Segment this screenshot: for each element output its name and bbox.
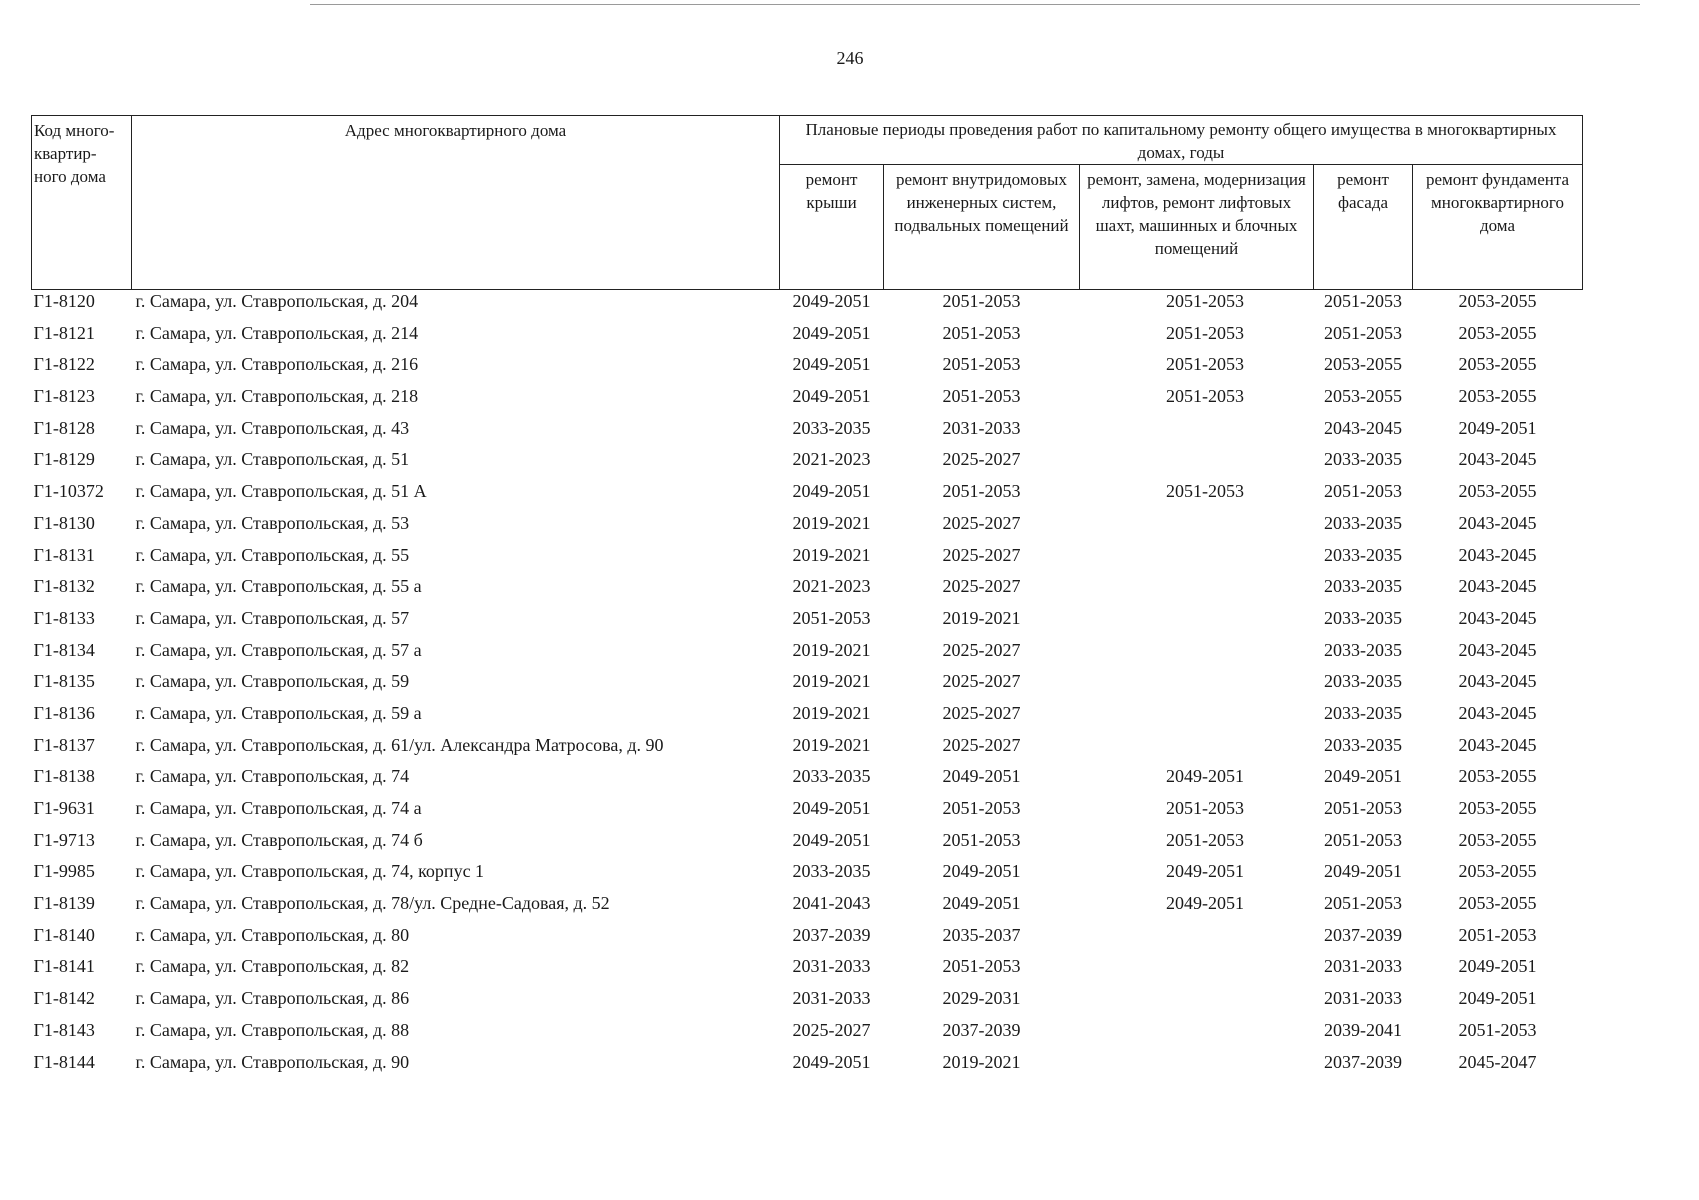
table-row bbox=[32, 290, 1583, 322]
cell-foundation: 2053-2055 bbox=[1458, 291, 1537, 311]
cell-address: г. Самара, ул. Ставропольская, д. 90 bbox=[135, 1051, 410, 1072]
cell-roof: 2031-2033 bbox=[792, 956, 871, 977]
cell-lifts bbox=[1080, 1051, 1314, 1083]
cell-foundation: 2053-2055 bbox=[1458, 481, 1537, 502]
cell-facade: 2051-2053 bbox=[1324, 322, 1402, 343]
cell-roof: 2019-2021 bbox=[792, 544, 871, 565]
cell-roof: 2019-2021 bbox=[792, 671, 871, 692]
table-row bbox=[32, 924, 1583, 956]
cell-lifts: 2051-2053 bbox=[1166, 291, 1244, 311]
cell-facade: 2043-2045 bbox=[1324, 417, 1402, 438]
table-row bbox=[32, 322, 1583, 354]
cell-foundation: 2049-2051 bbox=[1458, 956, 1537, 977]
cell-lifts bbox=[1080, 955, 1314, 987]
cell-facade: 2051-2053 bbox=[1324, 481, 1402, 502]
cell-code: Г1-8133 bbox=[33, 607, 95, 628]
cell-address: г. Самара, ул. Ставропольская, д. 218 bbox=[135, 386, 419, 407]
cell-lifts bbox=[1080, 987, 1314, 1019]
cell-address: г. Самара, ул. Ставропольская, д. 216 bbox=[135, 354, 419, 375]
cell-engineering: 2049-2051 bbox=[942, 766, 1021, 787]
cell-foundation: 2053-2055 bbox=[1458, 829, 1537, 850]
cell-roof: 2049-2051 bbox=[792, 291, 871, 311]
cell-address: г. Самара, ул. Ставропольская, д. 80 bbox=[135, 924, 410, 945]
table-row bbox=[32, 955, 1583, 987]
cell-engineering: 2025-2027 bbox=[942, 576, 1021, 597]
cell-code: Г1-9985 bbox=[33, 861, 95, 882]
cell-address: г. Самара, ул. Ставропольская, д. 214 bbox=[135, 322, 419, 343]
cell-facade: 2033-2035 bbox=[1324, 449, 1402, 470]
cell-code: Г1-8136 bbox=[33, 702, 95, 723]
cell-engineering: 2025-2027 bbox=[942, 449, 1021, 470]
cell-roof: 2019-2021 bbox=[792, 734, 871, 755]
cell-foundation: 2051-2053 bbox=[1458, 924, 1537, 945]
cell-engineering: 2051-2053 bbox=[942, 386, 1021, 407]
header-address: Адрес многоквартирного дома bbox=[132, 116, 780, 290]
cell-roof: 2049-2051 bbox=[792, 1051, 871, 1072]
table-row bbox=[32, 860, 1583, 892]
cell-facade: 2039-2041 bbox=[1324, 1019, 1402, 1040]
cell-lifts bbox=[1080, 607, 1314, 639]
cell-lifts: 2051-2053 bbox=[1166, 829, 1244, 850]
cell-address: г. Самара, ул. Ставропольская, д. 74 bbox=[135, 766, 410, 787]
cell-code: Г1-10372 bbox=[33, 481, 104, 502]
cell-address: г. Самара, ул. Ставропольская, д. 43 bbox=[135, 417, 410, 438]
cell-lifts: 2049-2051 bbox=[1166, 893, 1244, 914]
cell-foundation: 2049-2051 bbox=[1458, 988, 1537, 1009]
table-row bbox=[32, 1019, 1583, 1051]
cell-foundation: 2043-2045 bbox=[1458, 734, 1537, 755]
cell-code: Г1-8123 bbox=[33, 386, 95, 407]
cell-lifts bbox=[1080, 702, 1314, 734]
cell-engineering: 2025-2027 bbox=[942, 544, 1021, 565]
cell-foundation: 2053-2055 bbox=[1458, 798, 1537, 818]
cell-roof: 2021-2023 bbox=[792, 576, 871, 597]
cell-lifts bbox=[1080, 512, 1314, 544]
cell-address: г. Самара, ул. Ставропольская, д. 74 а bbox=[135, 798, 422, 818]
cell-facade: 2053-2055 bbox=[1324, 354, 1402, 375]
header-periods: Плановые периоды проведения работ по капитальному ремонту общего имущества в многоквартирных домах, годы bbox=[780, 116, 1583, 165]
cell-facade: 2033-2035 bbox=[1324, 607, 1402, 628]
cell-roof: 2033-2035 bbox=[792, 766, 871, 787]
cell-foundation: 2053-2055 bbox=[1458, 893, 1537, 914]
cell-facade: 2051-2053 bbox=[1324, 798, 1402, 818]
cell-code: Г1-9631 bbox=[33, 798, 95, 818]
header-roof: ремонт крыши bbox=[780, 165, 884, 290]
cell-address: г. Самара, ул. Ставропольская, д. 53 bbox=[135, 512, 410, 533]
cell-code: Г1-8140 bbox=[33, 924, 95, 945]
cell-code: Г1-8128 bbox=[33, 417, 95, 438]
cell-facade: 2033-2035 bbox=[1324, 512, 1402, 533]
cell-code: Г1-8129 bbox=[33, 449, 95, 470]
table-row bbox=[32, 797, 1583, 829]
cell-engineering: 2025-2027 bbox=[942, 671, 1021, 692]
cell-code: Г1-8122 bbox=[33, 354, 95, 375]
cell-code: Г1-8137 bbox=[33, 734, 95, 755]
cell-address: г. Самара, ул. Ставропольская, д. 55 а bbox=[135, 576, 422, 597]
cell-lifts bbox=[1080, 1019, 1314, 1051]
cell-engineering: 2049-2051 bbox=[942, 893, 1021, 914]
cell-lifts: 2051-2053 bbox=[1166, 798, 1244, 818]
cell-facade: 2049-2051 bbox=[1324, 861, 1402, 882]
cell-foundation: 2053-2055 bbox=[1458, 861, 1537, 882]
cell-facade: 2033-2035 bbox=[1324, 671, 1402, 692]
cell-roof: 2049-2051 bbox=[792, 386, 871, 407]
cell-address: г. Самара, ул. Ставропольская, д. 204 bbox=[135, 291, 419, 311]
cell-foundation: 2053-2055 bbox=[1458, 354, 1537, 375]
cell-roof: 2051-2053 bbox=[792, 607, 871, 628]
table-row bbox=[32, 702, 1583, 734]
cell-foundation: 2043-2045 bbox=[1458, 639, 1537, 660]
cell-lifts: 2051-2053 bbox=[1166, 322, 1244, 343]
cell-lifts: 2051-2053 bbox=[1166, 481, 1244, 502]
table-row bbox=[32, 987, 1583, 1019]
cell-lifts bbox=[1080, 670, 1314, 702]
cell-facade: 2049-2051 bbox=[1324, 766, 1402, 787]
cell-engineering: 2025-2027 bbox=[942, 639, 1021, 660]
header-facade: ремонт фасада bbox=[1314, 165, 1413, 290]
cell-facade: 2037-2039 bbox=[1324, 924, 1402, 945]
cell-facade: 2051-2053 bbox=[1324, 291, 1402, 311]
cell-foundation: 2043-2045 bbox=[1458, 607, 1537, 628]
cell-foundation: 2043-2045 bbox=[1458, 544, 1537, 565]
cell-lifts: 2051-2053 bbox=[1166, 354, 1244, 375]
page-number: 246 bbox=[836, 48, 864, 68]
cell-facade: 2033-2035 bbox=[1324, 734, 1402, 755]
cell-address: г. Самара, ул. Ставропольская, д. 78/ул. Средне-Садовая, д. 52 bbox=[135, 893, 610, 914]
cell-engineering: 2029-2031 bbox=[942, 988, 1021, 1009]
cell-roof: 2033-2035 bbox=[792, 861, 871, 882]
cell-facade: 2037-2039 bbox=[1324, 1051, 1402, 1072]
cell-engineering: 2035-2037 bbox=[942, 924, 1021, 945]
cell-facade: 2033-2035 bbox=[1324, 639, 1402, 660]
top-scan-rule bbox=[310, 4, 1640, 5]
cell-facade: 2033-2035 bbox=[1324, 544, 1402, 565]
table-row bbox=[32, 892, 1583, 924]
cell-lifts bbox=[1080, 417, 1314, 449]
cell-roof: 2049-2051 bbox=[792, 354, 871, 375]
table-row bbox=[32, 544, 1583, 576]
cell-foundation: 2053-2055 bbox=[1458, 322, 1537, 343]
cell-engineering: 2037-2039 bbox=[942, 1019, 1021, 1040]
table-row bbox=[32, 765, 1583, 797]
cell-engineering: 2025-2027 bbox=[942, 734, 1021, 755]
cell-engineering: 2049-2051 bbox=[942, 861, 1021, 882]
cell-lifts bbox=[1080, 924, 1314, 956]
cell-code: Г1-8143 bbox=[33, 1019, 95, 1040]
table-row bbox=[32, 607, 1583, 639]
table-body bbox=[32, 290, 1583, 1083]
header-foundation: ремонт фундамента многоквартирного дома bbox=[1413, 165, 1583, 290]
cell-engineering: 2051-2053 bbox=[942, 956, 1021, 977]
cell-lifts: 2049-2051 bbox=[1166, 766, 1244, 787]
cell-facade: 2031-2033 bbox=[1324, 988, 1402, 1009]
cell-engineering: 2051-2053 bbox=[942, 481, 1021, 502]
cell-facade: 2033-2035 bbox=[1324, 576, 1402, 597]
cell-facade: 2033-2035 bbox=[1324, 702, 1402, 723]
cell-address: г. Самара, ул. Ставропольская, д. 51 bbox=[135, 449, 410, 470]
repair-schedule-table-wrap bbox=[31, 115, 1582, 1082]
cell-engineering: 2025-2027 bbox=[942, 702, 1021, 723]
cell-lifts bbox=[1080, 639, 1314, 671]
header-engineering: ремонт внутридомовых инженерных систем, подвальных помещений bbox=[884, 165, 1080, 290]
cell-foundation: 2043-2045 bbox=[1458, 702, 1537, 723]
cell-address: г. Самара, ул. Ставропольская, д. 86 bbox=[135, 988, 410, 1009]
cell-roof: 2041-2043 bbox=[792, 893, 871, 914]
header-lifts: ремонт, замена, модернизация лифтов, ремонт лифтовых шахт, машинных и блочных помещений bbox=[1080, 165, 1314, 290]
cell-engineering: 2051-2053 bbox=[942, 829, 1021, 850]
table-row bbox=[32, 575, 1583, 607]
cell-lifts bbox=[1080, 734, 1314, 766]
table-row bbox=[32, 734, 1583, 766]
table-header bbox=[32, 116, 1583, 290]
cell-roof: 2021-2023 bbox=[792, 449, 871, 470]
cell-code: Г1-8139 bbox=[33, 893, 95, 914]
cell-engineering: 2051-2053 bbox=[942, 322, 1021, 343]
cell-address: г. Самара, ул. Ставропольская, д. 82 bbox=[135, 956, 410, 977]
table-row bbox=[32, 385, 1583, 417]
cell-lifts bbox=[1080, 575, 1314, 607]
cell-address: г. Самара, ул. Ставропольская, д. 74 б bbox=[135, 829, 423, 850]
table-row bbox=[32, 512, 1583, 544]
cell-code: Г1-8121 bbox=[33, 322, 95, 343]
cell-roof: 2049-2051 bbox=[792, 322, 871, 343]
table-row bbox=[32, 417, 1583, 449]
cell-facade: 2051-2053 bbox=[1324, 893, 1402, 914]
cell-code: Г1-8141 bbox=[33, 956, 95, 977]
repair-schedule-table bbox=[31, 115, 1583, 1082]
cell-facade: 2031-2033 bbox=[1324, 956, 1402, 977]
cell-code: Г1-8134 bbox=[33, 639, 95, 660]
cell-address: г. Самара, ул. Ставропольская, д. 55 bbox=[135, 544, 410, 565]
cell-address: г. Самара, ул. Ставропольская, д. 61/ул. Александра Матросова, д. 90 bbox=[135, 734, 664, 755]
cell-roof: 2049-2051 bbox=[792, 829, 871, 850]
cell-code: Г1-8120 bbox=[33, 291, 95, 311]
cell-engineering: 2019-2021 bbox=[942, 1051, 1021, 1072]
cell-foundation: 2043-2045 bbox=[1458, 449, 1537, 470]
cell-lifts: 2051-2053 bbox=[1166, 386, 1244, 407]
cell-code: Г1-8132 bbox=[33, 576, 95, 597]
cell-facade: 2053-2055 bbox=[1324, 386, 1402, 407]
table-row bbox=[32, 480, 1583, 512]
cell-roof: 2033-2035 bbox=[792, 417, 871, 438]
cell-engineering: 2051-2053 bbox=[942, 291, 1021, 311]
cell-roof: 2025-2027 bbox=[792, 1019, 871, 1040]
cell-lifts bbox=[1080, 544, 1314, 576]
cell-code: Г1-8135 bbox=[33, 671, 95, 692]
cell-code: Г1-8142 bbox=[33, 988, 95, 1009]
cell-engineering: 2051-2053 bbox=[942, 354, 1021, 375]
cell-roof: 2019-2021 bbox=[792, 702, 871, 723]
cell-code: Г1-8138 bbox=[33, 766, 95, 787]
table-row bbox=[32, 670, 1583, 702]
cell-engineering: 2025-2027 bbox=[942, 512, 1021, 533]
cell-roof: 2037-2039 bbox=[792, 924, 871, 945]
cell-foundation: 2053-2055 bbox=[1458, 386, 1537, 407]
cell-address: г. Самара, ул. Ставропольская, д. 88 bbox=[135, 1019, 410, 1040]
cell-foundation: 2045-2047 bbox=[1458, 1051, 1537, 1072]
cell-address: г. Самара, ул. Ставропольская, д. 57 bbox=[135, 607, 410, 628]
header-code: Код много-квартир-ного дома bbox=[32, 116, 132, 290]
cell-engineering: 2051-2053 bbox=[942, 798, 1021, 818]
cell-foundation: 2043-2045 bbox=[1458, 576, 1537, 597]
cell-lifts: 2049-2051 bbox=[1166, 861, 1244, 882]
cell-roof: 2049-2051 bbox=[792, 481, 871, 502]
cell-code: Г1-8131 bbox=[33, 544, 95, 565]
cell-address: г. Самара, ул. Ставропольская, д. 74, корпус 1 bbox=[135, 861, 485, 882]
cell-address: г. Самара, ул. Ставропольская, д. 57 а bbox=[135, 639, 422, 660]
table-row bbox=[32, 829, 1583, 861]
cell-roof: 2031-2033 bbox=[792, 988, 871, 1009]
table-row bbox=[32, 639, 1583, 671]
cell-foundation: 2043-2045 bbox=[1458, 671, 1537, 692]
cell-foundation: 2051-2053 bbox=[1458, 1019, 1537, 1040]
cell-address: г. Самара, ул. Ставропольская, д. 59 а bbox=[135, 702, 422, 723]
cell-roof: 2019-2021 bbox=[792, 639, 871, 660]
cell-roof: 2049-2051 bbox=[792, 798, 871, 818]
table-row bbox=[32, 353, 1583, 385]
cell-foundation: 2049-2051 bbox=[1458, 417, 1537, 438]
cell-code: Г1-8144 bbox=[33, 1051, 95, 1072]
table-row bbox=[32, 1051, 1583, 1083]
cell-facade: 2051-2053 bbox=[1324, 829, 1402, 850]
cell-foundation: 2053-2055 bbox=[1458, 766, 1537, 787]
cell-foundation: 2043-2045 bbox=[1458, 512, 1537, 533]
cell-roof: 2019-2021 bbox=[792, 512, 871, 533]
cell-engineering: 2019-2021 bbox=[942, 607, 1021, 628]
cell-address: г. Самара, ул. Ставропольская, д. 59 bbox=[135, 671, 410, 692]
cell-code: Г1-8130 bbox=[33, 512, 95, 533]
cell-code: Г1-9713 bbox=[33, 829, 95, 850]
cell-lifts bbox=[1080, 448, 1314, 480]
cell-address: г. Самара, ул. Ставропольская, д. 51 А bbox=[135, 481, 427, 502]
table-row bbox=[32, 448, 1583, 480]
cell-engineering: 2031-2033 bbox=[942, 417, 1021, 438]
